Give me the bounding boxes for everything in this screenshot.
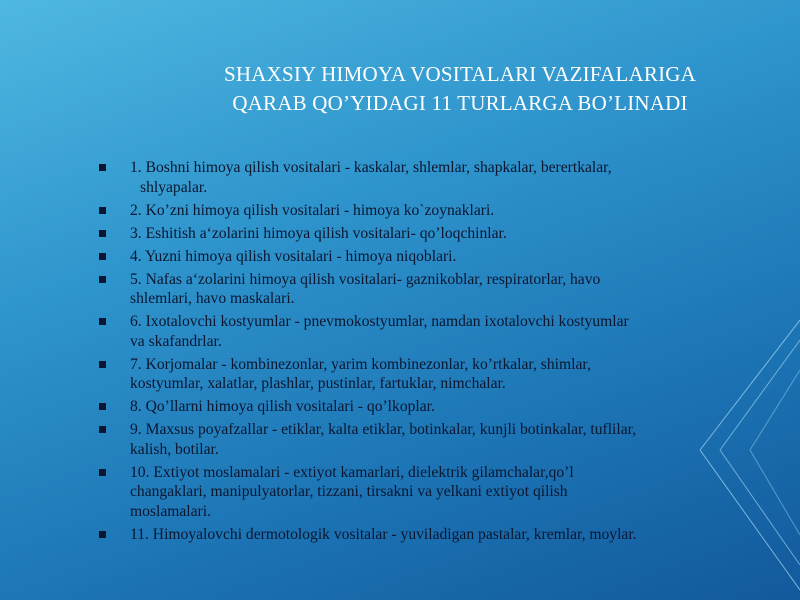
square-bullet-icon <box>99 426 106 433</box>
square-bullet-icon <box>99 403 106 410</box>
bullet-list <box>97 158 757 548</box>
list-item-text: 10. Extiyot moslamalari - extiyot kamarlari, dielektrik gilamchalar,qo’l <box>130 463 574 481</box>
list-item <box>97 525 757 545</box>
square-bullet-icon <box>99 230 106 237</box>
list-item <box>97 201 757 221</box>
list-item-text: shlyapalar. <box>140 178 208 196</box>
list-item <box>97 270 757 309</box>
list-item-text: 7. Korjomalar - kombinezonlar, yarim kombinezonlar, ko’rtkalar, shimlar, <box>130 355 591 373</box>
list-item <box>97 247 757 267</box>
list-item-text: va skafandrlar. <box>130 332 222 350</box>
square-bullet-icon <box>99 276 106 283</box>
list-item-text: moslamalari. <box>130 502 211 520</box>
square-bullet-icon <box>99 469 106 476</box>
square-bullet-icon <box>99 164 106 171</box>
list-item-text: 5. Nafas a‘zolarini himoya qilish vositalari- gaznikoblar, respiratorlar, havo <box>130 270 601 288</box>
square-bullet-icon <box>99 361 106 368</box>
square-bullet-icon <box>99 531 106 538</box>
list-item-text: 9. Maxsus poyafzallar - etiklar, kalta etiklar, botinkalar, kunjli botinkalar, tuflilar, <box>130 421 637 438</box>
list-item-text: 3. Eshitish a‘zolarini himoya qilish vositalari- qo’loqchinlar. <box>130 224 507 242</box>
list-item-text: 1. Boshni himoya qilish vositalari - kaskalar, shlemlar, shapkalar, berertkalar, <box>130 159 612 176</box>
list-item-text: kostyumlar, xalatlar, plashlar, pustinlar, fartuklar, nimchalar. <box>130 375 506 392</box>
slide-title-line-2: QARAB QO’YIDAGI 11 TURLARGA BO’LINADI <box>232 91 688 115</box>
list-item <box>97 463 757 522</box>
list-item-text: kalish, botilar. <box>130 440 219 458</box>
list-item <box>97 312 757 351</box>
list-item-text: 8. Qo’llarni himoya qilish vositalari - qo’lkoplar. <box>130 398 435 415</box>
square-bullet-icon <box>99 318 106 325</box>
list-item-text: 11. Himoyalovchi dermotologik vositalar - yuviladigan pastalar, kremlar, moylar. <box>130 525 637 543</box>
list-item <box>97 397 757 417</box>
slide-title <box>150 60 770 118</box>
list-item-text: 2. Ko’zni himoya qilish vositalari - himoya ko`zoynaklari. <box>130 201 495 219</box>
list-item-text: changaklari, manipulyatorlar, tizzani, tirsakni va yelkani extiyot qilish <box>130 483 568 500</box>
list-item-text: shlemlari, havo maskalari. <box>130 290 295 307</box>
list-item-text: 6. Ixotalovchi kostyumlar - pnevmokostyumlar, namdan ixotalovchi kostyumlar <box>130 313 629 330</box>
list-item-text: 4. Yuzni himoya qilish vositalari - himoya niqoblari. <box>130 247 457 265</box>
list-item <box>97 158 757 197</box>
slide-title-line-1: SHAXSIY HIMOYA VOSITALARI VAZIFALARIGA <box>223 62 697 86</box>
list-item <box>97 355 757 394</box>
list-item <box>97 420 757 459</box>
list-item <box>97 224 757 244</box>
square-bullet-icon <box>99 253 106 260</box>
square-bullet-icon <box>99 207 106 214</box>
